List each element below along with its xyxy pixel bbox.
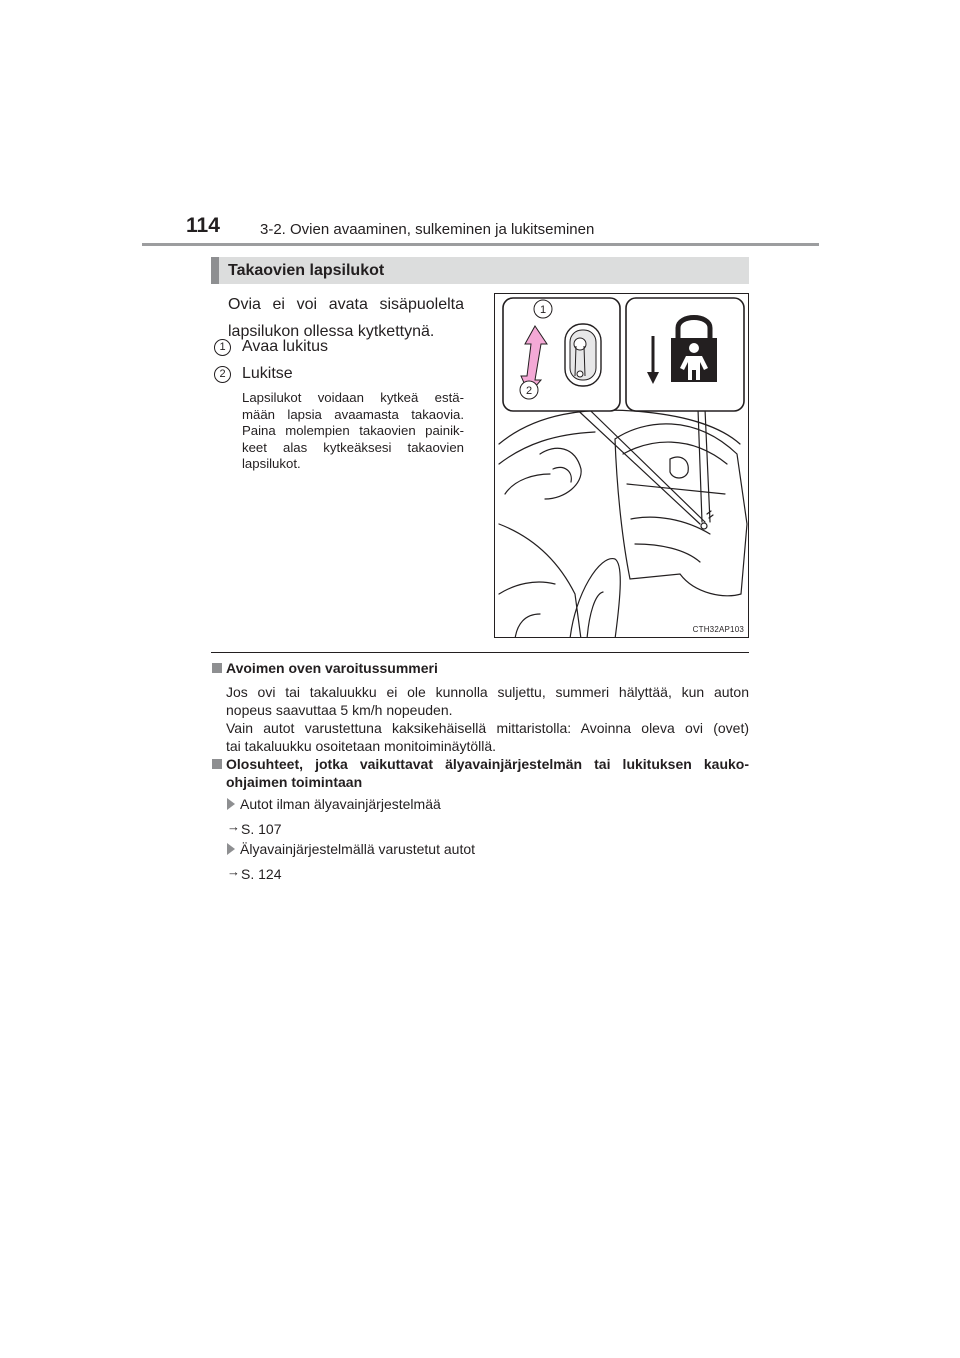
- section-heading: Takaovien lapsilukot: [211, 257, 749, 284]
- title-line: ohjaimen toimintaan: [226, 774, 363, 790]
- bullet-square-icon: [212, 759, 222, 769]
- bullet-square-icon: [212, 663, 222, 673]
- body-line: nopeus saavuttaa 5 km/h nopeuden.: [226, 702, 453, 718]
- reference-arrow-icon: →: [227, 819, 240, 834]
- step-1-label: Avaa lukitus: [242, 338, 328, 355]
- info-title-smart-key: [226, 755, 749, 791]
- illustration-svg: [495, 294, 749, 638]
- intro-text: Ovia ei voi avata sisäpuolelta lapsilukon ollessa kytkettynä.: [228, 296, 464, 340]
- step-2-number: 2: [214, 366, 231, 383]
- chapter-title: 3-2. Ovien avaaminen, sulkeminen ja lukitseminen: [260, 221, 595, 238]
- body-line: Jos ovi tai takaluukku ei ole kunnolla suljettu, summeri hälyttää, kun auton: [226, 684, 749, 700]
- item-no-smart-key: Autot ilman älyavainjärjestelmää: [240, 796, 441, 812]
- step-2-label: Lukitse: [242, 365, 293, 382]
- step-1-number: 1: [214, 339, 231, 356]
- figure-code: CTH32AP103: [692, 625, 744, 634]
- reference-arrow-icon: →: [227, 864, 240, 879]
- item-smart-key: Älyavainjärjestelmällä varustetut autot: [240, 841, 476, 857]
- page-number: 114: [186, 214, 220, 237]
- section-divider: [211, 652, 749, 653]
- triangle-bullet-icon: [227, 843, 235, 855]
- child-lock-illustration: [494, 293, 749, 638]
- figure-label-2: 2: [525, 385, 533, 397]
- note-line: Lapsilukot voidaan kytkeä estä-: [242, 390, 464, 405]
- figure-label-1: 1: [539, 304, 547, 316]
- body-line: Vain autot varustettuna kaksikehäisellä mittaristolla: Avoinna oleva ovi (ovet): [226, 720, 749, 736]
- note-line: lapsilukot.: [242, 456, 301, 471]
- title-line: Olosuhteet, jotka vaikuttavat älyavainjärjestelmän tai lukituksen kauko-: [226, 756, 749, 772]
- info-title-door-buzzer: Avoimen oven varoitussummeri: [226, 660, 438, 676]
- note-line: Paina molempien takaovien painik-: [242, 423, 464, 438]
- body-line: tai takaluukku osoitetaan monitoiminäytöllä.: [226, 738, 497, 754]
- ref-link-107[interactable]: S. 107: [241, 821, 282, 837]
- note-text: [242, 390, 464, 473]
- note-line: keet alas kytkeäksesi takaovien: [242, 439, 464, 455]
- note-line: mään lapsia avaamasta takaovia.: [242, 406, 464, 422]
- header-rule: [142, 243, 819, 246]
- triangle-bullet-icon: [227, 798, 235, 810]
- info-body-door-buzzer: [226, 683, 749, 755]
- ref-link-124[interactable]: S. 124: [241, 866, 282, 882]
